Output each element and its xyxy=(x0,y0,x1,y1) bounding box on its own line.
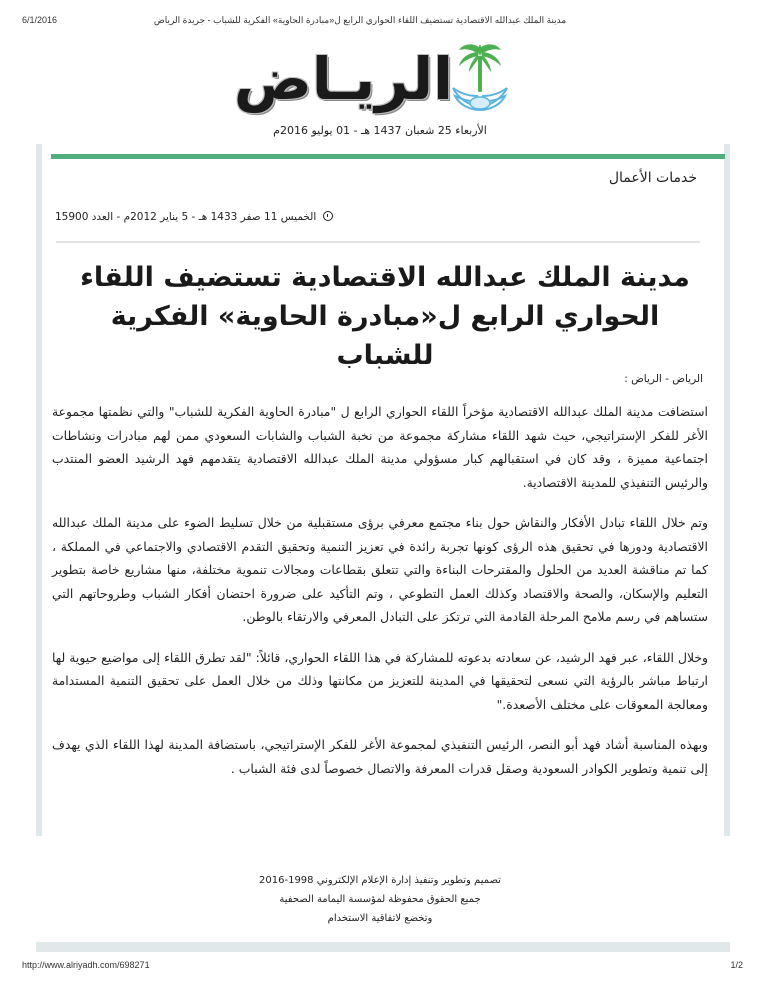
footer-design-credit: تصميم وتطوير وتنفيذ إدارة الإعلام الإلكتروني 1998-2016 xyxy=(259,875,501,886)
footer-copyright: جميع الحقوق محفوظة لمؤسسة اليمامة الصحفية xyxy=(279,894,481,905)
alriyadh-logo[interactable] xyxy=(233,40,515,120)
print-header xyxy=(0,15,765,29)
issue-date: الأربعاء 25 شعبان 1437 هـ - 01 يوليو 2016م xyxy=(273,124,487,137)
palm-tree-wings-icon xyxy=(451,40,509,116)
article-paragraph: وخلال اللقاء، عبر فهد الرشيد، عن سعادته بدعوته للمشاركة في هذا اللقاء الحواري، قائلاً: "لقد تطرق اللقاء إلى مواضيع حيوية لها ارتباط مباشر بالرؤية التي نسعى لتحقيقها في المدينة للتعزيز من مكانتها وذلك من خلال العمل على تحقيق التنمية المستدامة ومعالجة المعوقات على مختلف الأصعدة." xyxy=(52,649,708,712)
content-frame-right xyxy=(724,144,730,836)
article-date-issue: الخميس 11 صفر 1433 هـ - 5 يناير 2012م - العدد 15900 xyxy=(55,211,317,223)
article-paragraph: وتم خلال اللقاء تبادل الأفكار والنقاش حول بناء مجتمع معرفي برؤى مستقبلية من خلال تسليط الضوء على مدينة الملك عبدالله الاقتصادية ودورها في تحقيق هذه الرؤى كونها تجربة رائدة في تعزيز التنمية وتحقيق التقدم الاقتصادي والاجتماعي في المملكة ، كما تم مناقشة العديد من الحلول والمقترحات البناءة والتي تتعلق بقطاعات ومجالات تنموية مختلفة، منها مشاريع خاصة بتطوير التعليم والإسكان، والصحة والاقتصاد وكذلك العمل التطوعي ، وتم التأكيد على ضرورة احتضان أفكار الشباب وطروحاتهم التي ستساهم في رسم ملامح المرحلة القادمة التي ترتكز على التبادل المعرفي والارتقاء بالوطن. xyxy=(52,515,708,624)
content-frame-left xyxy=(36,144,42,836)
article-byline: الرياض - الرياض : xyxy=(624,373,703,385)
article-meta xyxy=(55,211,695,223)
clock-icon xyxy=(323,211,333,221)
article-body xyxy=(52,400,708,797)
article-paragraph: وبهذه المناسبة أشاد فهد أبو النصر، الرئيس التنفيذي لمجموعة الأغر للفكر الإستراتيجي، باستضافة المدينة لهذا اللقاء الذي يهدف إلى تنمية وتطوير الكوادر السعودية وصقل قدرات المعرفة والاتصال خصوصاً لدى فئة الشباب . xyxy=(52,737,708,776)
accent-bar xyxy=(51,154,725,159)
print-url[interactable]: http://www.alriyadh.com/698271 xyxy=(22,960,150,970)
article-headline: مدينة الملك عبدالله الاقتصادية تستضيف اللقاء الحواري الرابع ل«مبادرة الحاوية» الفكرية للشباب xyxy=(80,262,690,371)
logo-wordmark: الريـاض xyxy=(233,45,453,113)
footer-credits xyxy=(200,871,560,928)
footer-bar xyxy=(36,942,730,952)
print-page-number: 1/2 xyxy=(730,960,743,970)
meta-divider xyxy=(56,241,700,243)
article-paragraph: استضافت مدينة الملك عبدالله الاقتصادية مؤخراً اللقاء الحواري الرابع ل "مبادرة الحاوية الفكرية للشباب" والتي نظمتها مجموعة الأغر للفكر الإستراتيجي، حيث شهد اللقاء مشاركة مجموعة من نخبة الشباب والشابات السعودي ممن لهم مبادرات ونشاطات اجتماعية مميزة ، وقد كان في استقبالهم كبار مسؤولي مدينة الملك عبدالله الاقتصادية يتقدمهم فهد الرشيد العضو المنتدب والرئيس التنفيذي للمدينة الاقتصادية. xyxy=(52,404,708,490)
print-page-title: مدينة الملك عبدالله الاقتصادية تستضيف اللقاء الحواري الرابع ل«مبادرة الحاوية» الفكرية للشباب - جريدة الرياض xyxy=(153,15,567,25)
print-date: 6/1/2016 xyxy=(22,15,58,25)
footer-terms-link[interactable]: وتخضع لاتفاقية الاستخدام xyxy=(327,913,433,924)
section-title[interactable]: خدمات الأعمال xyxy=(608,170,697,186)
